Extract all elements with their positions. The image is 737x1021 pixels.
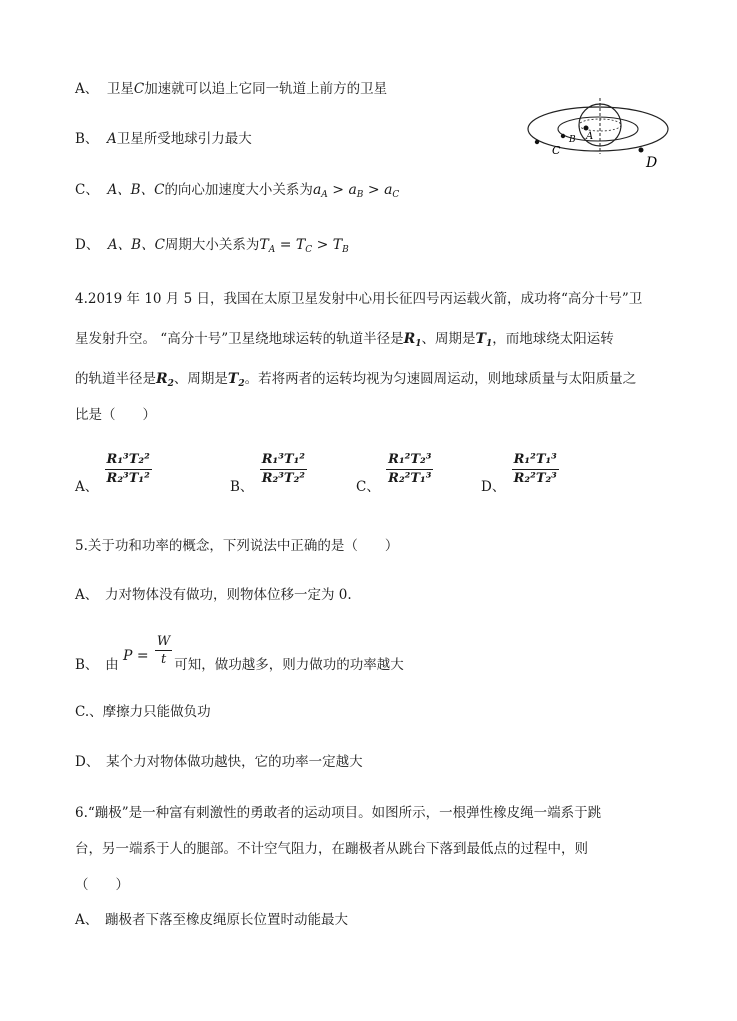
satellite-list: A、B、C [107,182,165,198]
option-label: B、 [75,131,99,147]
option-text: 周期大小关系为 [164,237,260,253]
option-label: A、 [75,81,99,97]
q5-option-b: B、 由 P = $\frac{W}{t}$ 可知，做功越多，则力做功的功率越大 [75,634,404,673]
q4-option-a [75,452,154,495]
option-fraction: $\frac{\text{R₁³T₂²}}{\text{R₂³T₁²}}$ [106,452,150,486]
option-label: C、 [356,478,380,495]
q6-line-3: （ ） [75,877,129,893]
power-fraction: $\frac{W}{t}$ [156,634,171,667]
q4-line-3: 的轨道半径是$R_2$、周期是$T_2$。若将两者的运转均视为匀速圆周运动，则地球质量与太阳质量之 [75,371,637,389]
option-label: D、 [481,478,506,495]
q4-option-d [481,452,561,495]
r2-symbol: $R_2$ [156,371,174,389]
satellite-d-dot [639,148,644,153]
acceleration-relation: $a_A > a_B > a_C$ [312,182,400,200]
q6-line-1: 6.“蹦极”是一种富有刺激性的勇敢者的运动项目。如图所示，一根弹性橡皮绳一端系于跳 [75,805,602,821]
option-label: C、 [75,182,99,198]
q5-option-d: D、 某个力对物体做功越快，它的功率一定越大 [75,754,363,770]
orbit-figure [525,92,675,172]
satellite-label: C [133,81,145,97]
option-fraction: $\frac{\text{R₁²T₂³}}{\text{R₂²T₁³}}$ [388,452,432,486]
label-c: C [552,144,561,157]
outer-orbit [528,107,668,151]
q3-option-b [75,127,252,147]
q3-option-d [75,233,349,255]
q3-option-a [75,77,387,97]
satellite-a-dot [584,126,589,131]
option-text: 卫星 [106,81,134,97]
label-d: D [646,155,658,171]
satellite-c-dot [535,140,539,144]
option-fraction: $\frac{\text{R₁³T₁²}}{\text{R₂³T₂²}}$ [261,452,305,486]
option-text: 加速就可以追上它同一轨道上前方的卫星 [144,81,388,97]
q4-option-c [356,452,435,495]
r1-symbol: $R_1$ [403,331,422,349]
label-a: A [586,131,594,142]
option-text: 卫星所受地球引力最大 [116,131,252,147]
power-formula: P = [122,648,149,664]
q6-option-a: A、 蹦极者下落至橡皮绳原长位置时动能最大 [75,912,348,928]
q4-option-b [230,452,309,495]
q5-option-a: A、 力对物体没有做功，则物体位移一定为 0. [75,587,352,603]
label-b: B [569,135,576,145]
satellite-b-dot [561,134,565,138]
q4-line-1: 4.2019 年 10 月 5 日，我国在太原卫星发射中心用长征四号丙运载火箭，成功将“高分十号”卫 [75,291,643,307]
satellite-label: A [107,131,117,147]
period-relation: $T_A = T_C > T_B$ [259,237,349,255]
option-label: D、 [75,237,100,253]
q4-line-4: 比是（ ） [75,407,156,423]
satellite-list: A、B、C [107,237,165,253]
t1-symbol: $T_1$ [475,331,493,349]
option-label: B、 [230,478,254,495]
q4-line-2: 星发射升空。 “高分十号”卫星绕地球运转的轨道半径是$R_1$、周期是$T_1$，而地球绕太阳运转 [75,331,614,349]
t2-symbol: $T_2$ [227,371,245,389]
option-text: 的向心加速度大小关系为 [164,182,313,198]
q5-stem: 5.关于功和功率的概念，下列说法中正确的是（ ） [75,538,399,554]
q5-option-c: C.、摩擦力只能做负功 [75,704,211,720]
option-label: A、 [75,478,99,495]
option-fraction: $\frac{\text{R₁²T₁³}}{\text{R₂²T₂³}}$ [513,452,557,486]
q3-option-c [75,178,399,200]
q6-line-2: 台，另一端系于人的腿部。不计空气阻力，在蹦极者从跳台下落到最低点的过程中，则 [75,841,588,857]
